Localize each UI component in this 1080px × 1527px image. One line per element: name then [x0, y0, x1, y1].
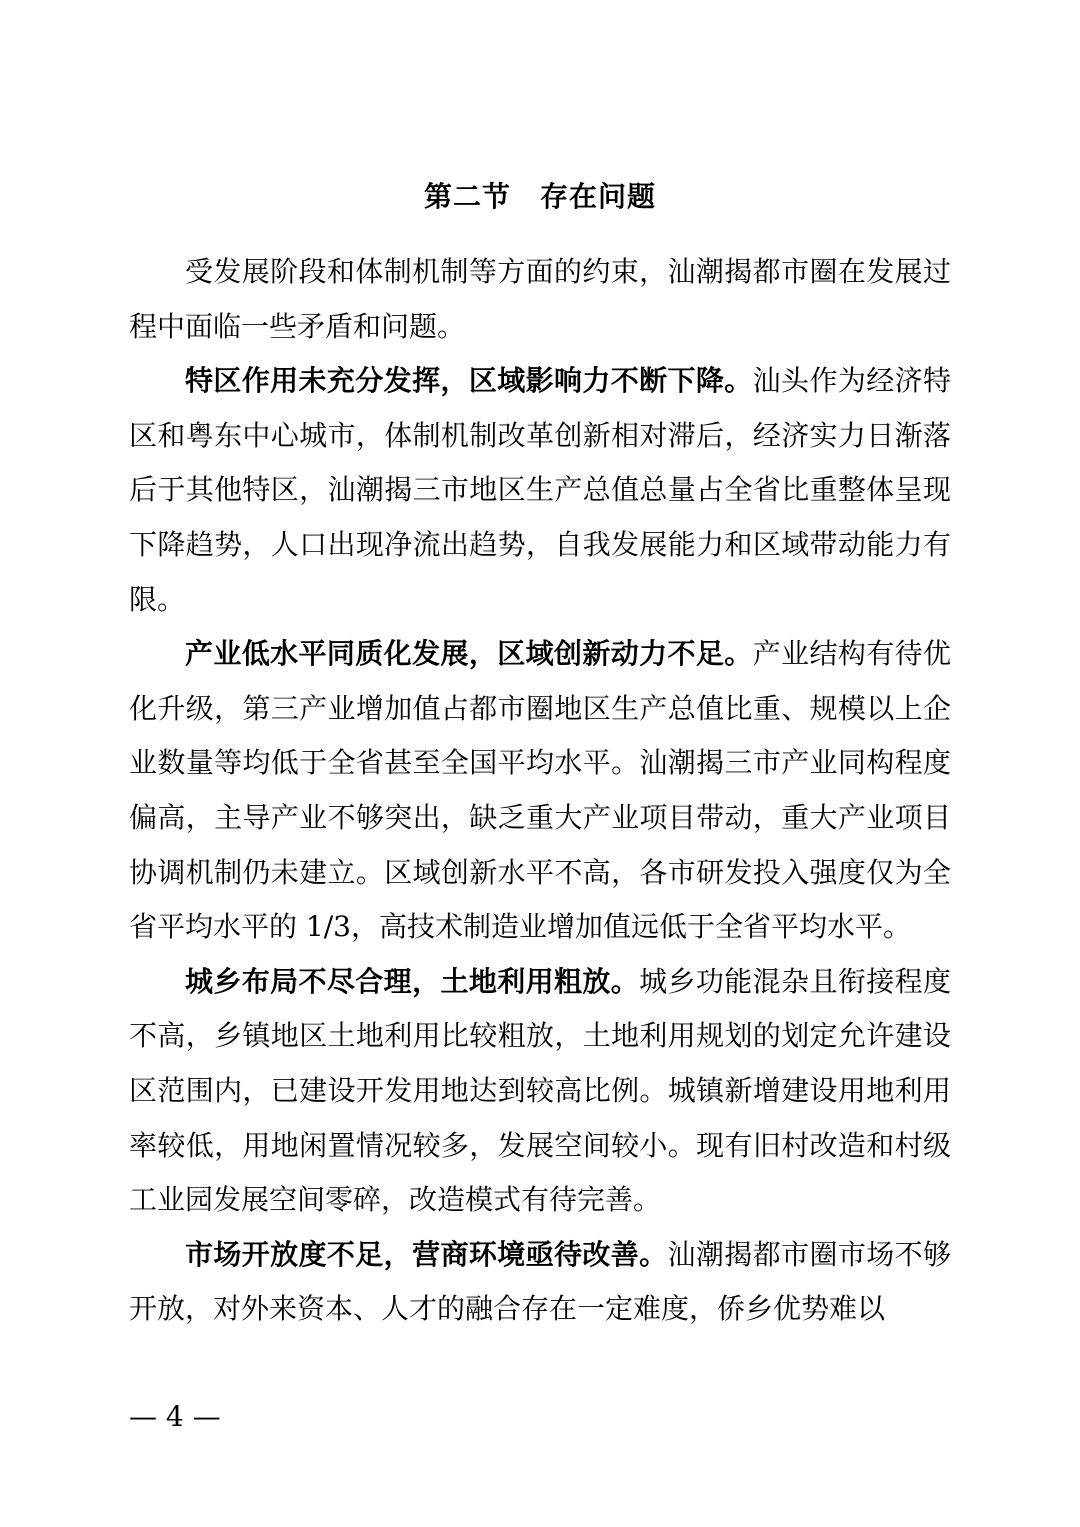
- body-text: [129, 245, 951, 1337]
- paragraph-lead: 城乡布局不尽合理，土地利用粗放。: [185, 964, 640, 998]
- paragraph-market: [129, 1228, 951, 1337]
- paragraph-industry: [129, 627, 951, 955]
- paragraph-urban-rural: [129, 955, 951, 1228]
- section-title: 第二节 存在问题: [423, 180, 656, 213]
- paragraph-text: 受发展阶段和体制机制等方面的约束，汕潮揭都市圈在发展过程中面临一些矛盾和问题。: [129, 255, 951, 343]
- page-number: — 4 —: [129, 1400, 221, 1433]
- paragraph-lead: 市场开放度不足，营商环境亟待改善。: [185, 1237, 668, 1271]
- paragraph-text: 汕头作为经济特区和粤东中心城市，体制机制改革创新相对滞后，经济实力日渐落后于其他特区，汕潮揭三市地区生产总值总量占全省比重整体呈现下降趋势，人口出现净流出趋势，自我发展能力和区域带动能力有限。: [129, 364, 951, 616]
- paragraph-text: 产业结构有待优化升级，第三产业增加值占都市圈地区生产总值比重、规模以上企业数量等均低于全省甚至全国平均水平。汕潮揭三市产业同构程度偏高，主导产业不够突出，缺乏重大产业项目带动，重大产业项目协调机制仍未建立。区域创新水平不高，各市研发投入强度仅为全省平均水平的 1/3，高技术制造业增加值远低于全省平均水平。: [129, 637, 951, 944]
- paragraph-lead: 产业低水平同质化发展，区域创新动力不足。: [185, 637, 753, 671]
- paragraph-text: 城乡功能混杂且衔接程度不高，乡镇地区土地利用比较粗放，土地利用规划的划定允许建设区范围内，已建设开发用地达到较高比例。城镇新增建设用地利用率较低，用地闲置情况较多，发展空间较小。现有旧村改造和村级工业园发展空间零碎，改造模式有待完善。: [129, 964, 951, 1217]
- paragraph-special-zone: [129, 354, 951, 627]
- paragraph-lead: 特区作用未充分发挥，区域影响力不断下降。: [185, 364, 753, 398]
- paragraph-text: 汕潮揭都市圈市场不够开放，对外来资本、人才的融合存在一定难度，侨乡优势难以: [129, 1237, 951, 1326]
- paragraph-intro: [129, 245, 951, 354]
